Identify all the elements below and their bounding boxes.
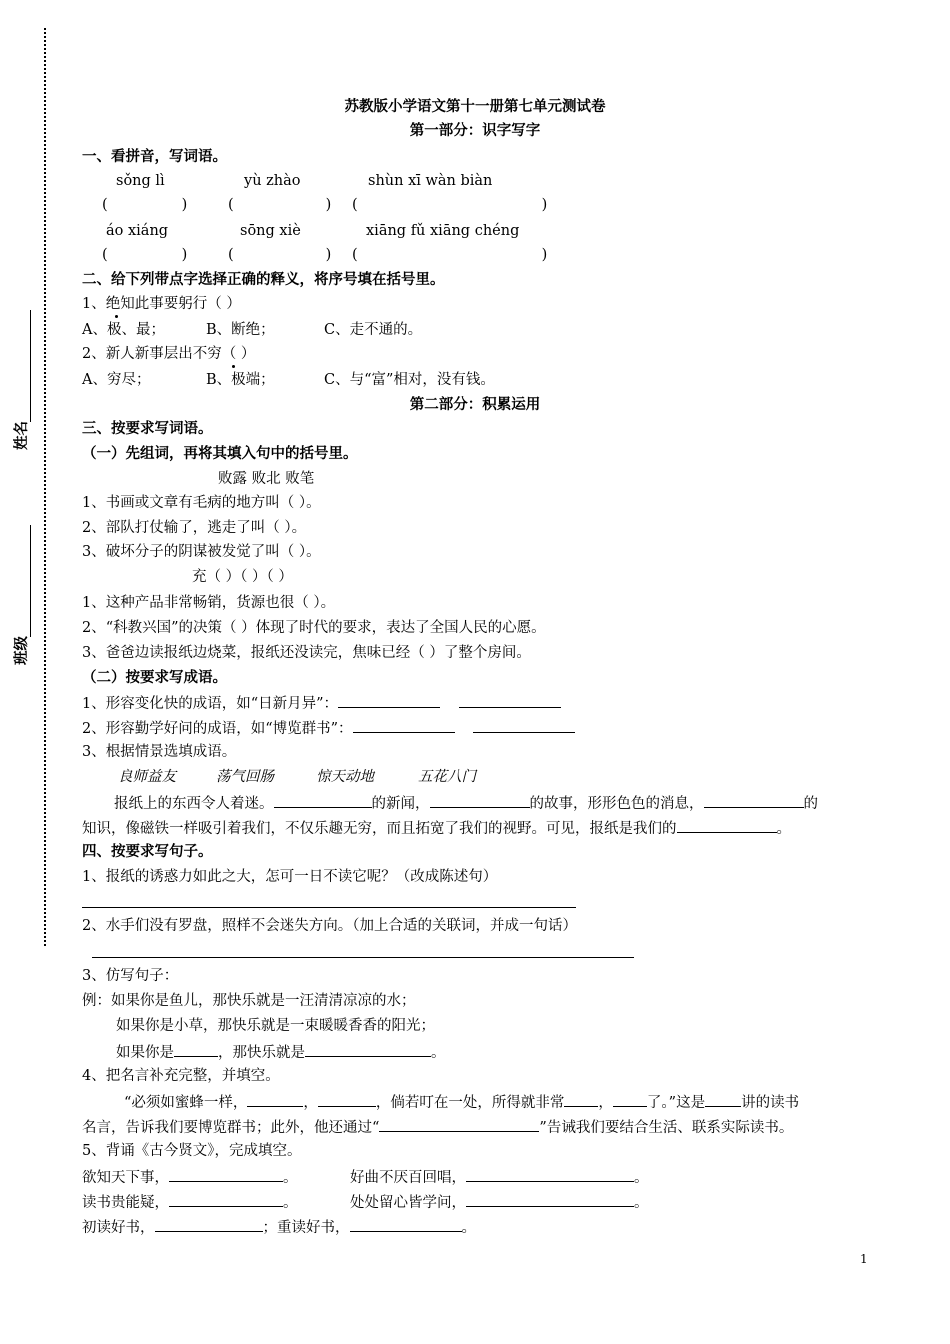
s2-q1-opt-b: B、断绝； — [206, 322, 275, 338]
class-blank[interactable] — [30, 525, 31, 637]
idiom-1: 良师益友 — [118, 769, 176, 785]
s2-q2-opt-b: B、极端； — [206, 372, 275, 388]
s4-r2a: 读书贵能疑， 。 — [82, 1192, 298, 1212]
s4-q1: 1、报纸的诱惑力如此之大，怎可一日不读它呢？（改成陈述句） — [82, 869, 498, 885]
emphasis-dot — [115, 315, 118, 318]
s3-a3: 3、破坏分子的阴谋被发觉了叫（ ）。 — [82, 544, 321, 560]
s3-c3: 3、根据情景选填成语。 — [82, 744, 237, 760]
s2-q1-opt-c: C、走不通的。 — [324, 322, 423, 338]
pinyin-6: xiāng fǔ xiāng chéng — [366, 223, 520, 239]
blank[interactable] — [613, 1092, 647, 1107]
s4-r3: 初读好书， ；重读好书， 。 — [82, 1217, 476, 1237]
s4-q5: 5、背诵《古今贤文》，完成填空。 — [82, 1143, 302, 1159]
s3-b1: 1、这种产品非常畅销，货源也很（ ）。 — [82, 595, 336, 611]
s3-para-line1: 报纸上的东西令人着迷。 的新闻， 的故事，形形色色的消息， 的 — [114, 793, 818, 813]
s2-q1-opt-a: A、极、最； — [82, 322, 165, 338]
s4-q2: 2、水手们没有罗盘，照样不会迷失方向。（加上合适的关联词，并成一句话） — [82, 918, 577, 934]
s4-r1b: 好曲不厌百回唱， 。 — [350, 1167, 649, 1187]
blank[interactable] — [305, 1042, 431, 1057]
part2-title: 第二部分：积累运用 — [409, 396, 541, 413]
blank[interactable] — [174, 1042, 218, 1057]
s4-r1a: 欲知天下事， 。 — [82, 1167, 298, 1187]
blank[interactable] — [466, 1167, 634, 1182]
s2-q2: 2、新人新事层出不穷（ ） — [82, 346, 256, 362]
blank[interactable] — [247, 1092, 303, 1107]
blank[interactable] — [459, 693, 561, 708]
s3-a2: 2、部队打仗输了，逃走了叫（ ）。 — [82, 520, 307, 536]
idiom-4: 五花八门 — [418, 769, 476, 785]
s3-chong: 充（ ）（ ）（ ） — [192, 569, 293, 585]
s4-ex3: 如果你是 ，那快乐就是 。 — [116, 1042, 446, 1062]
blank[interactable] — [379, 1117, 539, 1132]
name-label: 姓名 — [13, 421, 30, 450]
s2-heading: 二、给下列带点字选择正确的释义，将序号填在括号里。 — [82, 271, 445, 288]
s3-words: 败露 败北 败笔 — [218, 471, 315, 487]
idiom-3: 惊天动地 — [316, 769, 374, 785]
answer-paren-5[interactable]: ( ) — [228, 247, 332, 263]
answer-line[interactable] — [82, 907, 576, 908]
idiom-2: 荡气回肠 — [216, 769, 274, 785]
answer-paren-6[interactable]: ( ) — [352, 247, 548, 263]
blank[interactable] — [350, 1217, 462, 1232]
pinyin-3: shùn xī wàn biàn — [368, 173, 493, 189]
s3-b2: 2、“科教兴国”的决策（ ）体现了时代的要求，表达了全国人民的心愿。 — [82, 620, 546, 636]
class-label: 班级 — [13, 636, 30, 665]
s4-q4-line1: “必须如蜜蜂一样， ， ，倘若叮在一处，所得就非常 ， 了。”这是 讲的读书 — [124, 1092, 799, 1112]
blank[interactable] — [318, 1092, 376, 1107]
pinyin-2: yù zhào — [244, 173, 301, 189]
answer-paren-3[interactable]: ( ) — [352, 197, 548, 213]
emphasis-dot — [232, 365, 235, 368]
s4-ex2: 如果你是小草，那快乐就是一束暖暖香香的阳光； — [116, 1018, 435, 1034]
part1-title: 第一部分：识字写字 — [409, 122, 541, 139]
binding-dotted-line — [44, 28, 46, 946]
answer-paren-1[interactable]: ( ) — [102, 197, 188, 213]
page-title: 苏教版小学语文第十一册第七单元测试卷 — [344, 98, 606, 115]
answer-line[interactable] — [92, 957, 634, 958]
blank[interactable] — [466, 1192, 634, 1207]
s3-sub2: （二）按要求写成语。 — [82, 669, 227, 686]
s4-heading: 四、按要求写句子。 — [82, 843, 213, 860]
blank[interactable] — [677, 818, 777, 833]
pinyin-5: sōng xiè — [240, 223, 301, 239]
s4-r2b: 处处留心皆学问， 。 — [350, 1192, 649, 1212]
s3-heading: 三、按要求写词语。 — [82, 420, 213, 437]
s3-a1: 1、书画或文章有毛病的地方叫（ ）。 — [82, 495, 321, 511]
page-number: 1 — [860, 1252, 868, 1266]
blank[interactable] — [155, 1217, 263, 1232]
s3-para-line2: 知识，像磁铁一样吸引着我们，不仅乐趣无穷，而且拓宽了我们的视野。可见，报纸是我们的 。 — [82, 818, 791, 838]
blank[interactable] — [274, 793, 372, 808]
s3-sub1: （一）先组词，再将其填入句中的括号里。 — [82, 445, 358, 462]
s2-q2-opt-a: A、穷尽； — [82, 372, 151, 388]
s1-heading: 一、看拼音，写词语。 — [82, 148, 227, 165]
blank[interactable] — [338, 693, 440, 708]
blank[interactable] — [169, 1192, 283, 1207]
answer-paren-4[interactable]: ( ) — [102, 247, 188, 263]
blank[interactable] — [430, 793, 530, 808]
s3-b3: 3、爸爸边读报纸边烧菜，报纸还没读完，焦味已经（ ）了整个房间。 — [82, 645, 531, 661]
blank[interactable] — [704, 793, 804, 808]
pinyin-4: áo xiáng — [106, 223, 169, 239]
s2-q2-opt-c: C、与“富”相对，没有钱。 — [324, 372, 495, 388]
blank[interactable] — [169, 1167, 283, 1182]
blank[interactable] — [353, 718, 455, 733]
s3-c1: 1、形容变化快的成语，如“日新月异”： — [82, 693, 561, 713]
blank[interactable] — [705, 1092, 741, 1107]
s3-c2: 2、形容勤学好问的成语，如“博览群书”： — [82, 718, 575, 738]
s4-q4: 4、把名言补充完整，并填空。 — [82, 1068, 280, 1084]
answer-paren-2[interactable]: ( ) — [228, 197, 332, 213]
pinyin-1: sǒng lì — [116, 173, 165, 189]
blank[interactable] — [564, 1092, 598, 1107]
s4-q4-line2: 名言，告诉我们要博览群书；此外，他还通过“ ”告诫我们要结合生活、联系实际读书。 — [82, 1117, 793, 1137]
blank[interactable] — [473, 718, 575, 733]
s4-ex1: 例：如果你是鱼儿，那快乐就是一汪清清凉凉的水； — [82, 993, 416, 1009]
s2-q1: 1、绝知此事要躬行（ ） — [82, 296, 241, 312]
s4-q3: 3、仿写句子： — [82, 968, 179, 984]
